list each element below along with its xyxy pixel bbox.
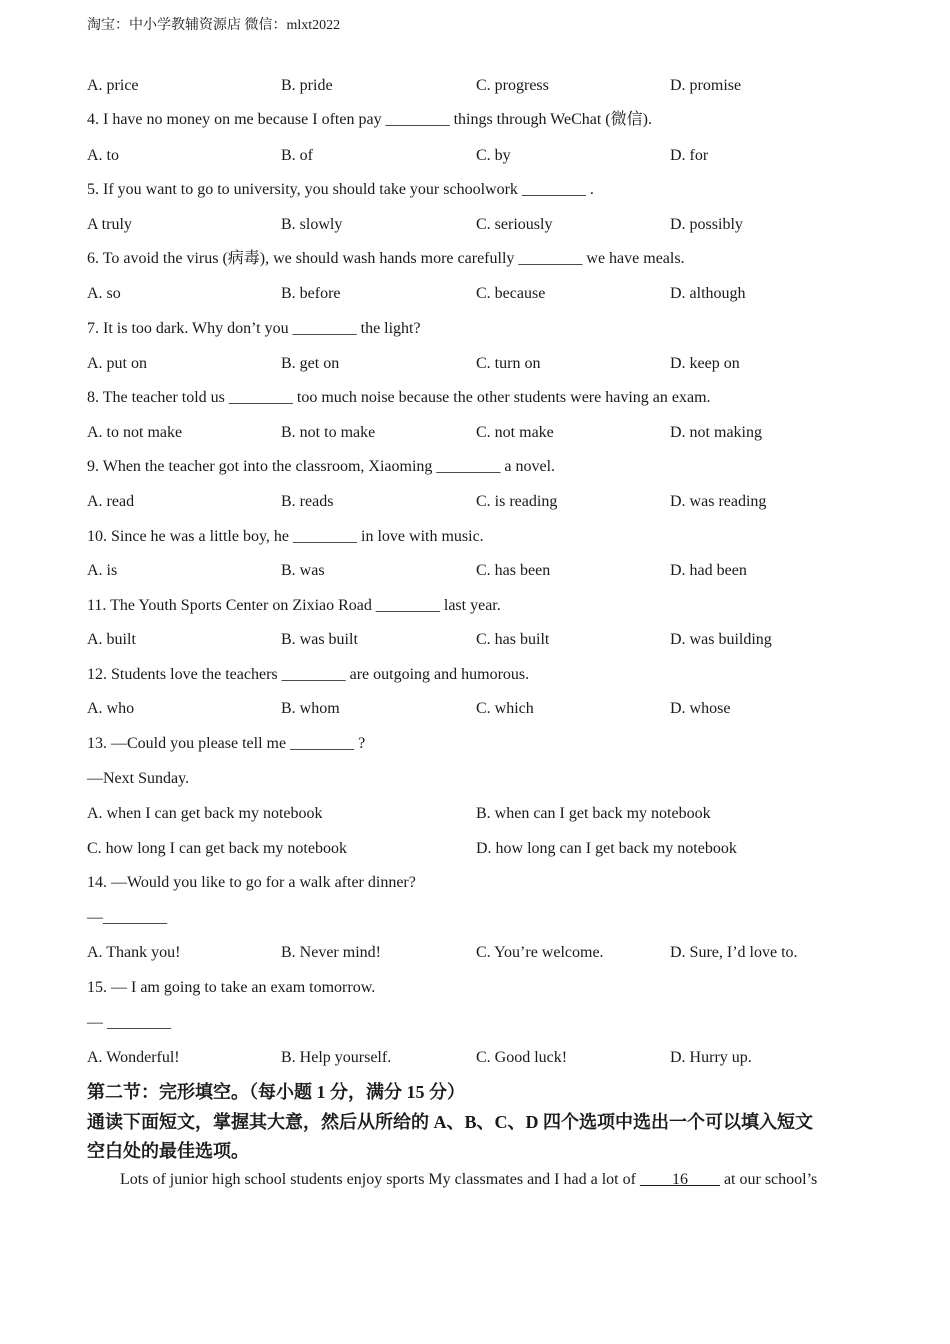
option-c: C. because [476,285,546,302]
option-c: C. how long I can get back my notebook [87,840,347,857]
option-c: C. is reading [476,493,558,510]
option-c: C. progress [476,77,549,94]
option-b: B. reads [281,493,334,510]
option-b: B. Never mind! [281,944,381,961]
option-a: A. built [87,631,136,648]
question-15-stem: 15. — I am going to take an exam tomorrow. [87,979,376,996]
option-c: C. turn on [476,355,541,372]
option-d: D. how long can I get back my notebook [476,840,737,857]
option-a: A. Thank you! [87,944,181,961]
question-12-stem: 12. Students love the teachers ________ are outgoing and humorous. [87,666,530,683]
question-11-stem: 11. The Youth Sports Center on Zixiao Road ________ last year. [87,597,501,614]
option-a: A. to [87,147,119,164]
option-b: B. before [281,285,341,302]
option-d: D. Hurry up. [670,1049,752,1066]
question-14-reply: —________ [87,909,167,926]
option-c: C. Good luck! [476,1049,568,1066]
page-header: 淘宝：中小学教辅资源店 微信：mlxt2022 [87,18,341,33]
option-a: A. price [87,77,139,94]
question-13-stem: 13. —Could you please tell me ________ ? [87,735,366,752]
passage-text: Lots of junior high school students enjoy sports My classmates and I had a lot of [120,1171,640,1188]
question-14-stem: 14. —Would you like to go for a walk after dinner? [87,874,416,891]
section-instruction: 通读下面短文，掌握其大意，然后从所给的 A、B、C、D 四个选项中选出一个可以填入短文 [87,1112,813,1132]
option-a: A. to not make [87,424,183,441]
question-9-stem: 9. When the teacher got into the classroom, Xiaoming ________ a novel. [87,458,556,475]
option-b: B. when can I get back my notebook [476,805,711,822]
option-c: C. by [476,147,511,164]
option-b: B. Help yourself. [281,1049,392,1066]
option-d: D. not making [670,424,762,441]
option-c: C. has been [476,562,551,579]
option-d: D. possibly [670,216,743,233]
option-a: A. Wonderful! [87,1049,180,1066]
option-d: D. had been [670,562,747,579]
option-d: D. was building [670,631,772,648]
option-a: A. who [87,700,135,717]
section-title: 第二节：完形填空。（每小题 1 分，满分 15 分） [87,1082,465,1102]
option-d: D. for [670,147,709,164]
option-d: D. Sure, I’d love to. [670,944,798,961]
option-b: B. pride [281,77,333,94]
question-13-reply: —Next Sunday. [87,770,190,787]
option-b: B. was [281,562,325,579]
passage-text-end: at our school’s [719,1171,818,1188]
option-a: A. read [87,493,135,510]
passage-line [120,1170,817,1190]
option-d: D. keep on [670,355,740,372]
option-b: B. not to make [281,424,376,441]
option-b: B. whom [281,700,340,717]
option-b: B. of [281,147,313,164]
option-d: D. was reading [670,493,767,510]
option-d: D. although [670,285,746,302]
option-d: D. promise [670,77,742,94]
option-a: A truly [87,216,132,233]
option-c: C. not make [476,424,554,441]
question-5-stem: 5. If you want to go to university, you should take your schoolwork ________ . [87,181,594,198]
option-c: C. seriously [476,216,553,233]
option-b: B. get on [281,355,340,372]
question-10-stem: 10. Since he was a little boy, he ________ in love with music. [87,528,484,545]
blank-16: ____16____ [639,1171,720,1188]
option-a: A. so [87,285,121,302]
section-instruction-cont: 空白处的最佳选项。 [87,1141,249,1161]
option-c: C. You’re welcome. [476,944,604,961]
option-a: A. when I can get back my notebook [87,805,323,822]
option-d: D. whose [670,700,731,717]
question-15-reply: — ________ [87,1014,171,1031]
question-4-stem: 4. I have no money on me because I often pay ________ things through WeChat (微信). [87,111,652,128]
question-6-stem: 6. To avoid the virus (病毒), we should wash hands more carefully ________ we have meals. [87,250,685,267]
option-a: A. is [87,562,118,579]
question-7-stem: 7. It is too dark. Why don’t you ________ the light? [87,320,421,337]
option-c: C. has built [476,631,550,648]
option-b: B. was built [281,631,358,648]
option-a: A. put on [87,355,147,372]
question-8-stem: 8. The teacher told us ________ too much noise because the other students were having an exam. [87,389,711,406]
option-c: C. which [476,700,534,717]
option-b: B. slowly [281,216,343,233]
